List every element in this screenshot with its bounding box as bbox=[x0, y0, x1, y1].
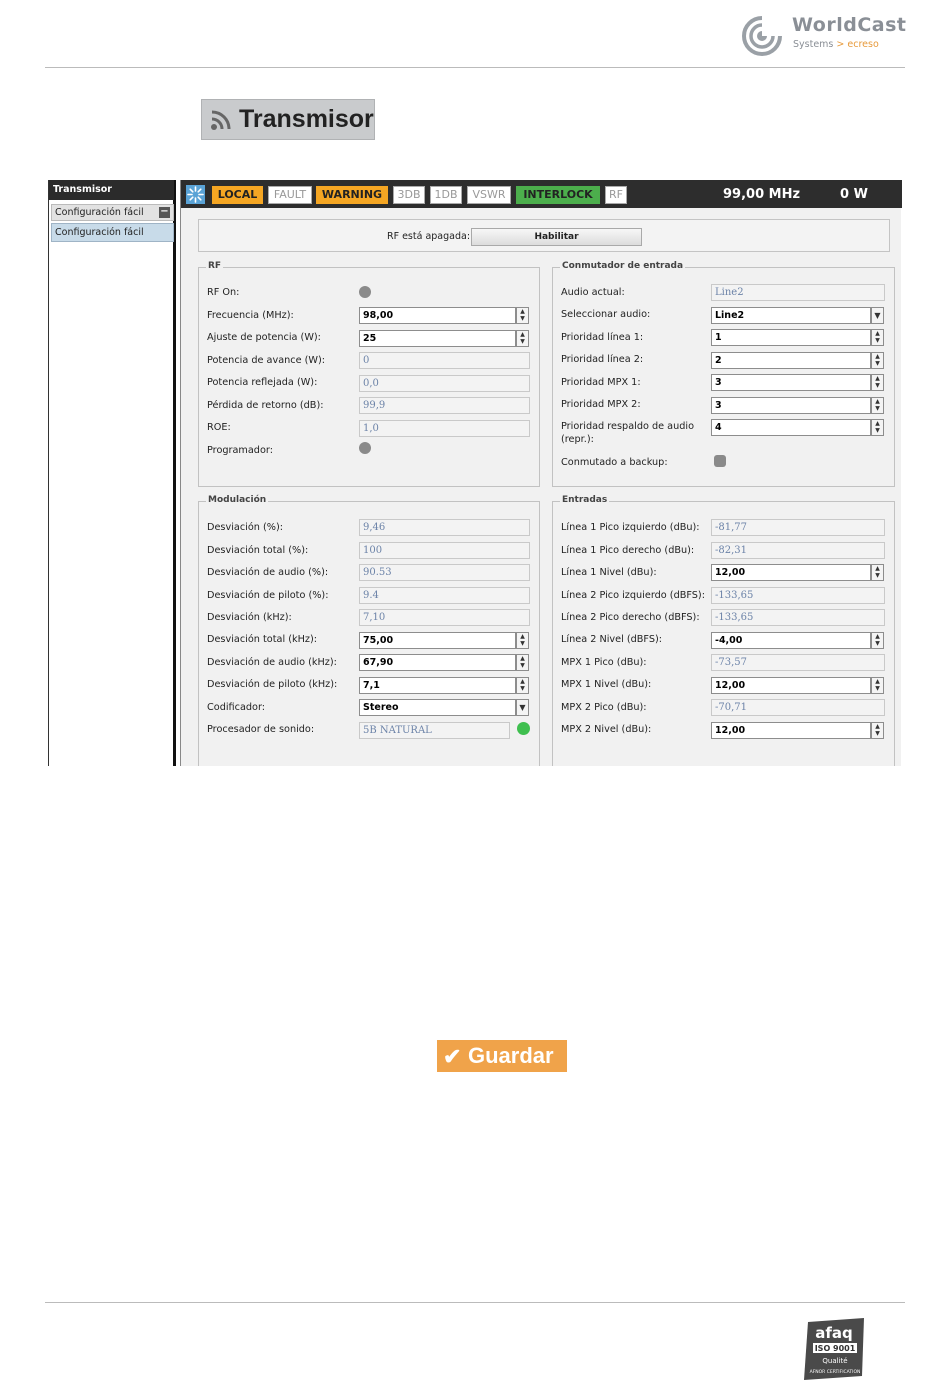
mpx1-peak-label: MPX 1 Pico (dBu): bbox=[561, 657, 647, 668]
mpx1-peak-field: -73,57 bbox=[711, 654, 885, 671]
priority-line2-input[interactable]: 2 bbox=[711, 352, 871, 369]
collapse-icon[interactable]: − bbox=[160, 206, 169, 217]
priority-mpx2-label: Prioridad MPX 2: bbox=[561, 399, 641, 410]
rf-panel bbox=[198, 261, 540, 487]
footer-divider bbox=[45, 1302, 905, 1303]
sidebar-item-label: Configuración fácil bbox=[55, 227, 144, 238]
select-audio-label: Seleccionar audio: bbox=[561, 309, 651, 320]
sidebar-item-config[interactable] bbox=[51, 223, 174, 242]
priority-mpx2-stepper[interactable]: ▲ ▼ bbox=[871, 397, 884, 414]
mpx2-peak-label: MPX 2 Pico (dBu): bbox=[561, 702, 647, 713]
line1-peak-left-field: -81,77 bbox=[711, 519, 885, 536]
brand-name: WorldCast bbox=[792, 14, 907, 36]
badge-rf: RF bbox=[605, 186, 627, 204]
frequency-stepper[interactable]: ▲ ▼ bbox=[516, 307, 529, 324]
inputs-title: Entradas bbox=[562, 495, 608, 505]
rf-state-bar bbox=[198, 219, 890, 252]
badge-local: LOCAL bbox=[212, 186, 263, 204]
audio-deviation-pct-label: Desviación de audio (%): bbox=[207, 567, 329, 578]
forward-power-field: 0 bbox=[359, 352, 530, 369]
deviation-khz-label: Desviación (kHz): bbox=[207, 612, 292, 623]
modulation-title: Modulación bbox=[208, 495, 267, 505]
deviation-khz-field: 7,10 bbox=[359, 609, 530, 626]
sidebar-group-label: Configuración fácil bbox=[55, 207, 144, 218]
priority-line1-stepper[interactable]: ▲ ▼ bbox=[871, 329, 884, 346]
badge-vswr: VSWR bbox=[467, 186, 511, 204]
activity-icon bbox=[186, 185, 205, 204]
input-switch-title: Conmutador de entrada bbox=[562, 261, 684, 271]
switched-backup-led bbox=[714, 455, 726, 467]
priority-line2-label: Prioridad línea 2: bbox=[561, 354, 644, 365]
total-deviation-khz-label: Desviación total (kHz): bbox=[207, 634, 318, 645]
power-setting-input[interactable]: 25 bbox=[359, 330, 516, 347]
badge-warning: WARNING bbox=[316, 186, 388, 204]
scheduler-led bbox=[359, 442, 371, 454]
sidebar bbox=[48, 180, 176, 766]
line1-peak-right-label: Línea 1 Pico derecho (dBu): bbox=[561, 545, 695, 556]
priority-line2-stepper[interactable]: ▲ ▼ bbox=[871, 352, 884, 369]
sound-processor-label: Procesador de sonido: bbox=[207, 724, 315, 735]
deviation-pct-field: 9,46 bbox=[359, 519, 530, 536]
priority-backup-label: Prioridad respaldo de audio bbox=[561, 421, 695, 432]
total-deviation-pct-label: Desviación total (%): bbox=[207, 545, 309, 556]
main-panel bbox=[180, 180, 901, 766]
total-deviation-khz-stepper[interactable]: ▲ ▼ bbox=[516, 632, 529, 649]
total-deviation-pct-field: 100 bbox=[359, 542, 530, 559]
priority-backup-input[interactable]: 4 bbox=[711, 419, 871, 436]
modulation-panel bbox=[198, 495, 540, 766]
pilot-deviation-khz-label: Desviación de piloto (kHz): bbox=[207, 679, 338, 690]
line2-level-label: Línea 2 Nivel (dBFS): bbox=[561, 634, 663, 645]
badge-3db: 3DB bbox=[393, 186, 425, 204]
priority-backup-label-2: (repr.): bbox=[561, 434, 594, 445]
mpx2-level-stepper[interactable]: ▲ ▼ bbox=[871, 722, 884, 739]
line1-level-stepper[interactable]: ▲ ▼ bbox=[871, 564, 884, 581]
mpx2-peak-field: -70,71 bbox=[711, 699, 885, 716]
chevron-down-icon[interactable]: ▼ bbox=[516, 699, 529, 716]
worldcast-swirl-icon bbox=[742, 8, 792, 60]
deviation-pct-label: Desviación (%): bbox=[207, 522, 284, 533]
badge-fault: FAULT bbox=[268, 186, 312, 204]
audio-deviation-khz-label: Desviación de audio (kHz): bbox=[207, 657, 337, 668]
priority-mpx1-input[interactable]: 3 bbox=[711, 374, 871, 391]
header-divider bbox=[45, 67, 905, 68]
sidebar-group-config[interactable] bbox=[51, 204, 174, 221]
brand-sub-accent: > ecreso bbox=[836, 39, 879, 50]
status-bar bbox=[181, 180, 902, 208]
frequency-label: Frecuencia (MHz): bbox=[207, 310, 294, 321]
scheduler-label: Programador: bbox=[207, 445, 273, 456]
rf-on-label: RF On: bbox=[207, 287, 240, 298]
select-audio-dropdown[interactable]: Line2 bbox=[711, 307, 871, 324]
frequency-readout: 99,00 MHz bbox=[723, 187, 801, 202]
rf-panel-title: RF bbox=[208, 261, 222, 271]
power-setting-stepper[interactable]: ▲ ▼ bbox=[516, 330, 529, 347]
power-readout: 0 W bbox=[840, 187, 868, 202]
audio-deviation-pct-field: 90.53 bbox=[359, 564, 530, 581]
priority-line1-input[interactable]: 1 bbox=[711, 329, 871, 346]
vswr-label: ROE: bbox=[207, 422, 231, 433]
checkmark-icon: ✔ bbox=[443, 1044, 462, 1069]
total-deviation-khz-input[interactable]: 75,00 bbox=[359, 632, 516, 649]
line2-peak-left-label: Línea 2 Pico izquierdo (dBFS): bbox=[561, 590, 705, 601]
audio-deviation-khz-input[interactable]: 67,90 bbox=[359, 654, 516, 671]
current-audio-field: Line2 bbox=[711, 284, 885, 301]
pilot-deviation-pct-field: 9.4 bbox=[359, 587, 530, 604]
badge-interlock: INTERLOCK bbox=[516, 186, 600, 204]
line2-level-input[interactable]: -4,00 bbox=[711, 632, 871, 649]
priority-line1-label: Prioridad línea 1: bbox=[561, 332, 644, 343]
transmisor-page-button[interactable] bbox=[201, 99, 375, 140]
inputs-panel bbox=[552, 495, 895, 766]
mpx1-level-input[interactable]: 12,00 bbox=[711, 677, 871, 694]
chevron-down-icon[interactable]: ▼ bbox=[871, 307, 884, 324]
badge-1db: 1DB bbox=[430, 186, 462, 204]
line2-peak-right-field: -133,65 bbox=[711, 609, 885, 626]
pilot-deviation-khz-stepper[interactable]: ▲ ▼ bbox=[516, 677, 529, 694]
reflected-power-field: 0,0 bbox=[359, 375, 530, 392]
brand-subtitle bbox=[793, 39, 879, 50]
pilot-deviation-pct-label: Desviación de piloto (%): bbox=[207, 590, 329, 601]
sound-processor-led bbox=[517, 722, 530, 735]
pilot-deviation-khz-input[interactable]: 7,1 bbox=[359, 677, 516, 694]
mpx1-level-stepper[interactable]: ▲ ▼ bbox=[871, 677, 884, 694]
afaq-iso-icon bbox=[800, 1318, 868, 1380]
encoder-dropdown[interactable]: Stereo bbox=[359, 699, 516, 716]
line2-peak-left-field: -133,65 bbox=[711, 587, 885, 604]
line1-level-label: Línea 1 Nivel (dBu): bbox=[561, 567, 657, 578]
rf-on-led bbox=[359, 286, 371, 298]
afnor-text: AFNOR CERTIFICATION bbox=[809, 1370, 861, 1375]
line2-level-stepper[interactable]: ▲ ▼ bbox=[871, 632, 884, 649]
mpx2-level-input[interactable]: 12,00 bbox=[711, 722, 871, 739]
current-audio-label: Audio actual: bbox=[561, 287, 625, 298]
iso-text: ISO 9001 bbox=[814, 1344, 856, 1353]
sound-processor-field: 5B NATURAL bbox=[359, 722, 510, 739]
quality-text: Qualité bbox=[822, 1357, 848, 1365]
mpx2-level-label: MPX 2 Nivel (dBu): bbox=[561, 724, 652, 735]
save-button-label: Guardar bbox=[468, 1043, 554, 1068]
page-title: Transmisor bbox=[239, 105, 374, 133]
afaq-iso-logo bbox=[800, 1318, 868, 1380]
return-loss-label: Pérdida de retorno (dB): bbox=[207, 400, 324, 411]
rf-state-label: RF está apagada: bbox=[387, 231, 471, 242]
line2-peak-right-label: Línea 2 Pico derecho (dBFS): bbox=[561, 612, 700, 623]
input-switch-panel bbox=[552, 261, 895, 487]
encoder-label: Codificador: bbox=[207, 702, 266, 713]
save-button[interactable] bbox=[437, 1040, 567, 1072]
forward-power-label: Potencia de avance (W): bbox=[207, 355, 326, 366]
afaq-text: afaq bbox=[815, 1324, 853, 1342]
priority-mpx1-label: Prioridad MPX 1: bbox=[561, 377, 641, 388]
sidebar-title: Transmisor bbox=[49, 180, 174, 200]
power-setting-label: Ajuste de potencia (W): bbox=[207, 332, 321, 343]
rf-signal-icon bbox=[210, 109, 234, 131]
vswr-field: 1,0 bbox=[359, 420, 530, 437]
frequency-input[interactable]: 98,00 bbox=[359, 307, 516, 324]
priority-mpx2-input[interactable]: 3 bbox=[711, 397, 871, 414]
reflected-power-label: Potencia reflejada (W): bbox=[207, 377, 318, 388]
mpx1-level-label: MPX 1 Nivel (dBu): bbox=[561, 679, 652, 690]
audio-deviation-khz-stepper[interactable]: ▲ ▼ bbox=[516, 654, 529, 671]
return-loss-field: 99,9 bbox=[359, 397, 530, 414]
worldcast-logo bbox=[742, 8, 907, 60]
enable-rf-button[interactable]: Habilitar bbox=[471, 228, 642, 246]
line1-level-input[interactable]: 12,00 bbox=[711, 564, 871, 581]
priority-mpx1-stepper[interactable]: ▲ ▼ bbox=[871, 374, 884, 391]
switched-backup-label: Conmutado a backup: bbox=[561, 457, 668, 468]
brand-sub: Systems bbox=[793, 39, 834, 50]
line1-peak-left-label: Línea 1 Pico izquierdo (dBu): bbox=[561, 522, 700, 533]
line1-peak-right-field: -82,31 bbox=[711, 542, 885, 559]
priority-backup-stepper[interactable]: ▲ ▼ bbox=[871, 419, 884, 436]
